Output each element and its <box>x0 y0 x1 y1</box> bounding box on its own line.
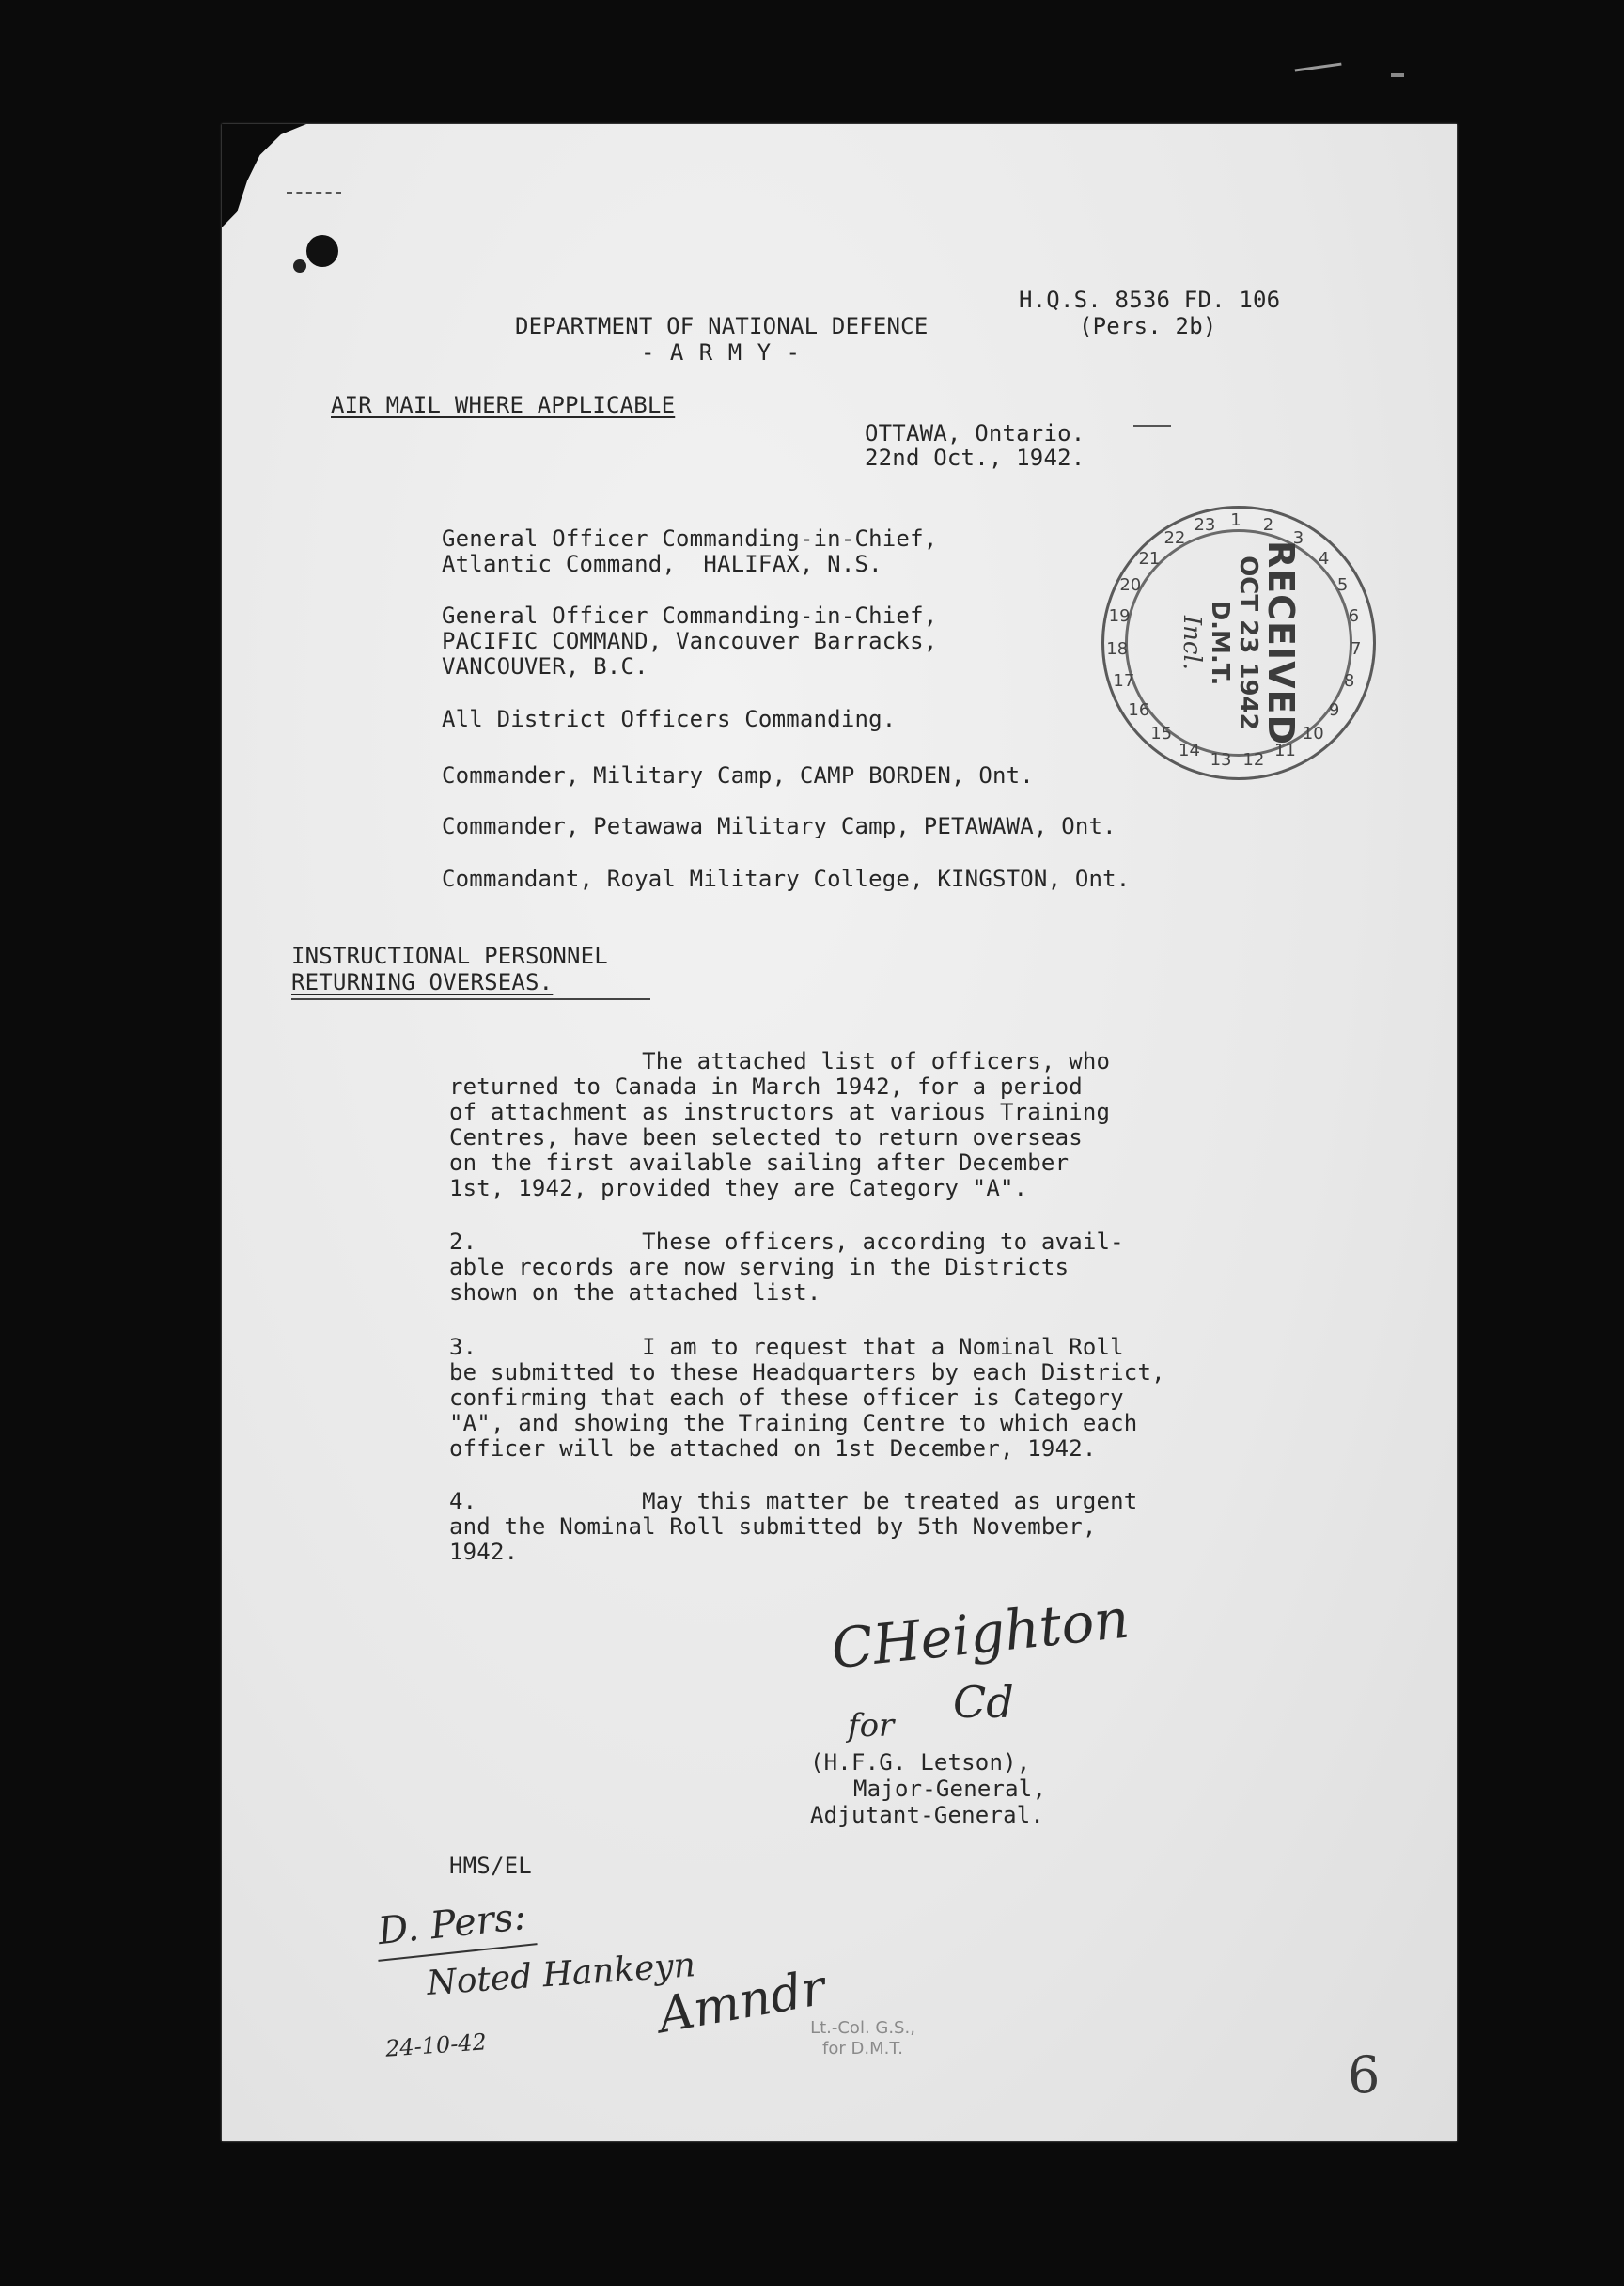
stamp-ring-number: 4 <box>1318 548 1330 569</box>
para1-line5: on the first available sailing after December <box>449 1150 1070 1176</box>
handwritten-initials: Amndr <box>654 1959 830 2045</box>
reference-initials: HMS/EL <box>449 1853 532 1879</box>
para3-line5: officer will be attached on 1st December, 1942. <box>449 1435 1097 1462</box>
handwritten-signature: CHeighton <box>828 1586 1132 1682</box>
stamp-ring-number: 23 <box>1194 514 1216 535</box>
addressee-3: All District Officers Commanding. <box>442 706 897 732</box>
stamp-ring-number: 14 <box>1179 741 1200 761</box>
subject-underline <box>291 998 650 1000</box>
torn-edge-line <box>287 192 341 194</box>
para1-line6: 1st, 1942, provided they are Category "A". <box>449 1175 1028 1201</box>
addressee-1-line1: General Officer Commanding-in-Chief, <box>442 525 938 552</box>
stamp-ring-number: 10 <box>1302 724 1324 744</box>
subject-line2: RETURNING OVERSEAS. <box>291 969 554 995</box>
stamp-date: OCT 23 1942 <box>1234 556 1262 730</box>
stamp-ring-number: 19 <box>1108 605 1131 626</box>
addressee-6: Commandant, Royal Military College, KINGSTON, Ont. <box>442 866 1131 892</box>
stamp-ring-number: 3 <box>1292 527 1304 548</box>
note-noted: Noted Hankeyn <box>425 1946 697 2003</box>
stamp-handwritten-note: Incl. <box>1178 615 1206 671</box>
para2-line1: 2. These officers, according to avail- <box>449 1229 1124 1255</box>
page-number: 6 <box>1348 2045 1381 2105</box>
note-date: 24-10-42 <box>384 2028 488 2062</box>
para3-line1: 3. I am to request that a Nominal Roll <box>449 1334 1124 1360</box>
para1-line2: returned to Canada in March 1942, for a period <box>449 1073 1083 1100</box>
branch-heading: - A R M Y - <box>641 339 801 366</box>
file-reference-sub: (Pers. 2b) <box>1079 313 1217 339</box>
stamp-ring-number: 8 <box>1343 670 1355 691</box>
stamp-label: RECEIVED <box>1260 540 1302 746</box>
punch-hole <box>306 235 338 267</box>
punch-hole-small <box>293 259 306 273</box>
date-rule <box>1133 425 1171 427</box>
para2-line3: shown on the attached list. <box>449 1279 821 1306</box>
stamp-ring-number: 17 <box>1113 670 1135 691</box>
stamp-ring-number: 2 <box>1262 514 1274 535</box>
para3-line3: confirming that each of these officer is Category <box>449 1385 1124 1411</box>
file-reference: H.Q.S. 8536 FD. 106 <box>1019 287 1281 313</box>
addressee-4: Commander, Military Camp, CAMP BORDEN, Ont. <box>442 762 1034 789</box>
para4-line2: and the Nominal Roll submitted by 5th November, <box>449 1513 1097 1540</box>
para3-line2: be submitted to these Headquarters by each District, <box>449 1359 1165 1386</box>
handwritten-per-initials: Cd <box>953 1677 1014 1728</box>
date: 22nd Oct., 1942. <box>865 445 1085 471</box>
stamp-ring-number: 11 <box>1273 741 1296 761</box>
rubber-stamp-line2: for D.M.T. <box>822 2039 903 2059</box>
addressee-2-line1: General Officer Commanding-in-Chief, <box>442 603 938 629</box>
handwritten-for-mark: for <box>848 1707 895 1745</box>
stamp-ring-number: 21 <box>1138 548 1161 569</box>
stamp-ring-number: 6 <box>1348 605 1360 626</box>
stamp-ring-number: 1 <box>1230 510 1241 530</box>
stamp-ring-number: 9 <box>1328 699 1340 720</box>
signatory-name: (H.F.G. Letson), <box>810 1749 1031 1776</box>
stamp-ring-number: 18 <box>1106 638 1129 659</box>
signatory-title: Adjutant-General. <box>810 1802 1045 1828</box>
para1-line3: of attachment as instructors at various Training <box>449 1099 1111 1125</box>
para1-line4: Centres, have been selected to return overseas <box>449 1124 1083 1151</box>
signatory-rank: Major-General, <box>853 1776 1047 1802</box>
stamp-ring-number: 20 <box>1119 575 1142 596</box>
stamp-ring-number: 16 <box>1128 699 1150 720</box>
para1-line1: The attached list of officers, who <box>449 1048 1111 1074</box>
addressee-1-line2: Atlantic Command, HALIFAX, N.S. <box>442 551 882 577</box>
note-d-pers: D. Pers: <box>376 1894 528 1954</box>
mail-note: AIR MAIL WHERE APPLICABLE <box>331 392 676 418</box>
stamp-ring-number: 5 <box>1336 575 1349 596</box>
stamp-ring-number: 13 <box>1210 749 1232 770</box>
film-edge-mark <box>1295 63 1343 78</box>
para2-line2: able records are now serving in the Districts <box>449 1254 1070 1280</box>
received-stamp <box>1101 506 1376 780</box>
addressee-2-line3: VANCOUVER, B.C. <box>442 653 648 680</box>
stamp-ring-number: 22 <box>1163 527 1186 548</box>
para4-line1: 4. May this matter be treated as urgent <box>449 1488 1138 1514</box>
addressee-2-line2: PACIFIC COMMAND, Vancouver Barracks, <box>442 628 938 654</box>
addressee-5: Commander, Petawawa Military Camp, PETAWAWA, Ont. <box>442 813 1116 839</box>
para3-line4: "A", and showing the Training Centre to which each <box>449 1410 1138 1436</box>
department-heading: DEPARTMENT OF NATIONAL DEFENCE <box>515 313 929 339</box>
subject-line1: INSTRUCTIONAL PERSONNEL <box>291 943 608 969</box>
stamp-ring-number: 15 <box>1150 724 1173 744</box>
rubber-stamp-line1: Lt.-Col. G.S., <box>810 2018 915 2038</box>
place: OTTAWA, Ontario. <box>865 420 1085 446</box>
stamp-ring-number: 12 <box>1242 749 1265 770</box>
para4-line3: 1942. <box>449 1539 519 1565</box>
stamp-office: D.M.T. <box>1206 600 1234 686</box>
stamp-ring-number: 7 <box>1350 638 1362 659</box>
film-edge-mark-small <box>1391 73 1404 77</box>
